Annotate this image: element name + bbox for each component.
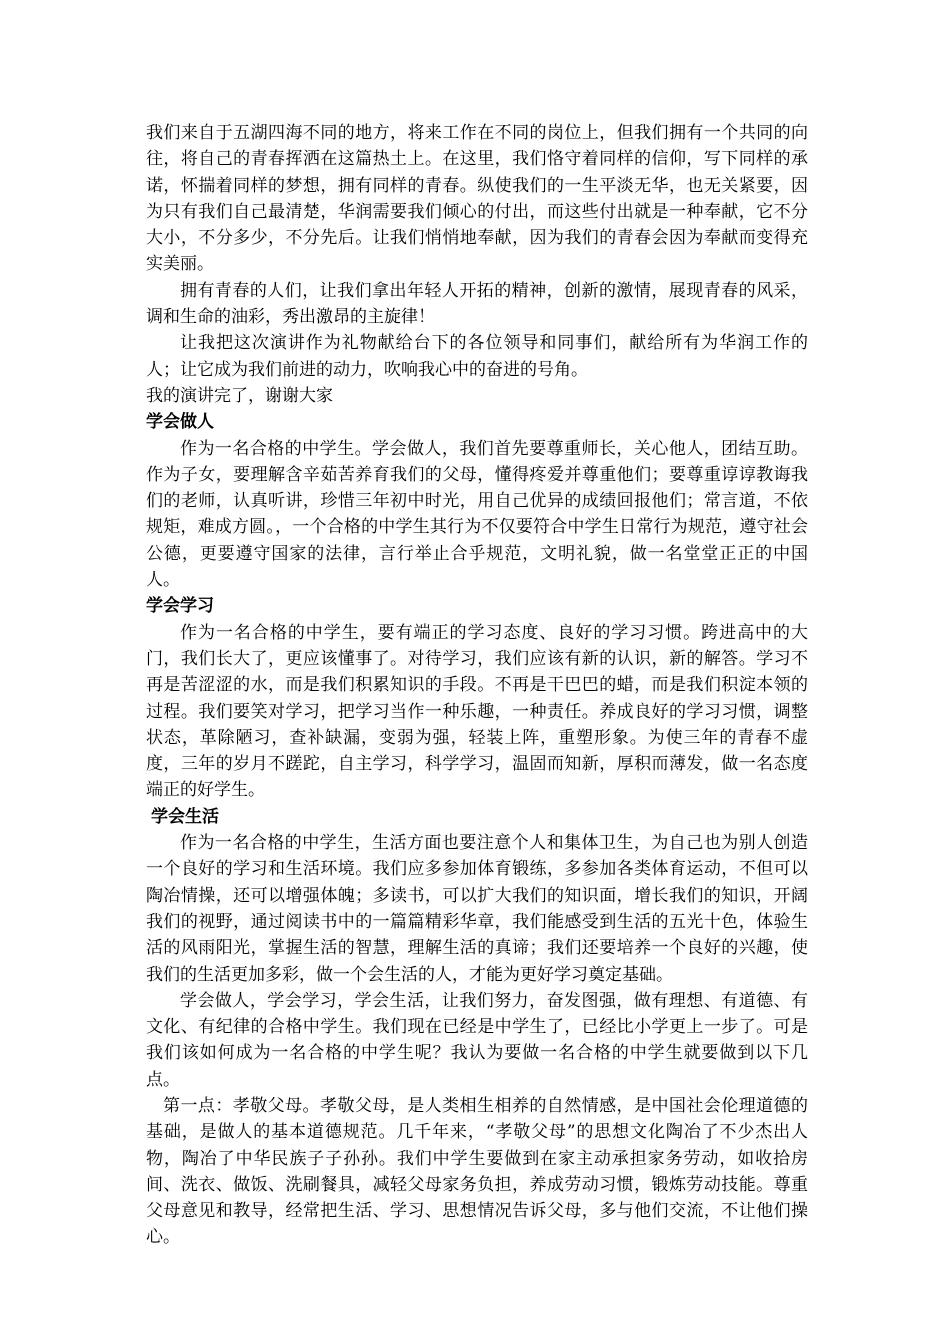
paragraph-summary: 学会做人，学会学习，学会生活，让我们努力，奋发图强，做有理想、有道德、有文化、有纪律的合格中学生。我们现在已经是中学生了，已经比小学更上一步了。可是我们该如何成为一名合格的中学生呢？我认为要做一名合格的中学生就要做到以下几点。 xyxy=(146,990,808,1090)
paragraph-speech-gift: 让我把这次演讲作为礼物献给台下的各位领导和同事们，献给所有为华润工作的人；让它成为我们前进的动力，吹响我心中的奋进的号角。 xyxy=(146,333,808,380)
heading-learn-to-behave: 学会做人 xyxy=(146,412,214,433)
paragraph-youth-spirit: 拥有青春的人们，让我们拿出年轻人开拓的精神，创新的激情，展现青春的风采，调和生命的油彩，秀出激昂的主旋律！ xyxy=(146,280,808,328)
document-page xyxy=(146,120,808,1251)
paragraph-learn-to-behave: 作为一名合格的中学生。学会做人，我们首先要尊重师长，关心他人，团结互助。作为子女，要理解含辛茹苦养育我们的父母，懂得疼爱并尊重他们；要尊重谆谆教诲我们的老师，认真听讲，珍惜三年初中时光，用自己优异的成绩回报他们；常言道，不依规矩，难成方圆。，一个合格的中学生其行为不仅要符合中学生日常行为规范，遵守社会公德，更要遵守国家的法律，言行举止合乎规范，文明礼貌，做一名堂堂正正的中国人。 xyxy=(146,438,808,591)
paragraph-dedication: 我们来自于五湖四海不同的地方，将来工作在不同的岗位上，但我们拥有一个共同的向往，将自己的青春挥洒在这篇热土上。在这里，我们恪守着同样的信仰，写下同样的承诺，怀揣着同样的梦想，拥有同样的青春。纵使我们的一生平淡无华，也无关紧要，因为只有我们自己最清楚，华润需要我们倾心的付出，而这些付出就是一种奉献，它不分大小，不分多少，不分先后。让我们悄悄地奉献，因为我们的青春会因为奉献而变得充实美丽。 xyxy=(146,123,808,275)
heading-learn-to-study: 学会学习 xyxy=(146,596,214,617)
paragraph-closing: 我的演讲完了，谢谢大家 xyxy=(146,385,333,406)
paragraph-learn-to-live: 作为一名合格的中学生，生活方面也要注意个人和集体卫生，为自己也为别人创造一个良好的学习和生活环境。我们应多参加体育锻练，多参加各类体育运动，不但可以陶冶情操，还可以增强体魄；多读书，可以扩大我们的知识面，增长我们的知识，开阔我们的视野，通过阅读书中的一篇篇精彩华章，我们能感受到生活的五光十色，体验生活的风雨阳光，掌握生活的智慧，理解生活的真谛；我们还要培养一个良好的兴趣，使我们的生活更加多彩，做一个会生活的人，才能为更好学习奠定基础。 xyxy=(146,833,808,985)
paragraph-point-one: 第一点：孝敬父母。孝敬父母，是人类相生相养的自然情感，是中国社会伦理道德的基础，是做人的基本道德规范。几千年来，“孝敬父母”的思想文化陶冶了不少杰出人物，陶冶了中华民族子子孙孙。我们中学生要做到在家主动承担家务劳动，如收拾房间、洗衣、做饭、洗刷餐具，减轻父母家务负担，养成劳动习惯，锻炼劳动技能。尊重父母意见和教导，经常把生活、学习、思想情况告诉父母，多与他们交流，不让他们操心。 xyxy=(146,1095,808,1248)
heading-learn-to-live: 学会生活 xyxy=(151,806,219,827)
paragraph-learn-to-study: 作为一名合格的中学生，要有端正的学习态度、良好的学习习惯。跨进高中的大门，我们长大了，更应该懂事了。对待学习，我们应该有新的认识，新的解答。学习不再是苦涩涩的水，而是我们积累知识的手段。不再是干巴巴的蜡，而是我们积淀本领的过程。我们要笑对学习，把学习当作一种乐趣，一种责任。养成良好的学习习惯，调整状态，革除陋习，查补缺漏，变弱为强，轻装上阵，重塑形象。为使三年的青春不虚度，三年的岁月不蹉跎，自主学习，科学学习，温固而知新，厚积而薄发，做一名态度端正的好学生。 xyxy=(146,622,808,801)
